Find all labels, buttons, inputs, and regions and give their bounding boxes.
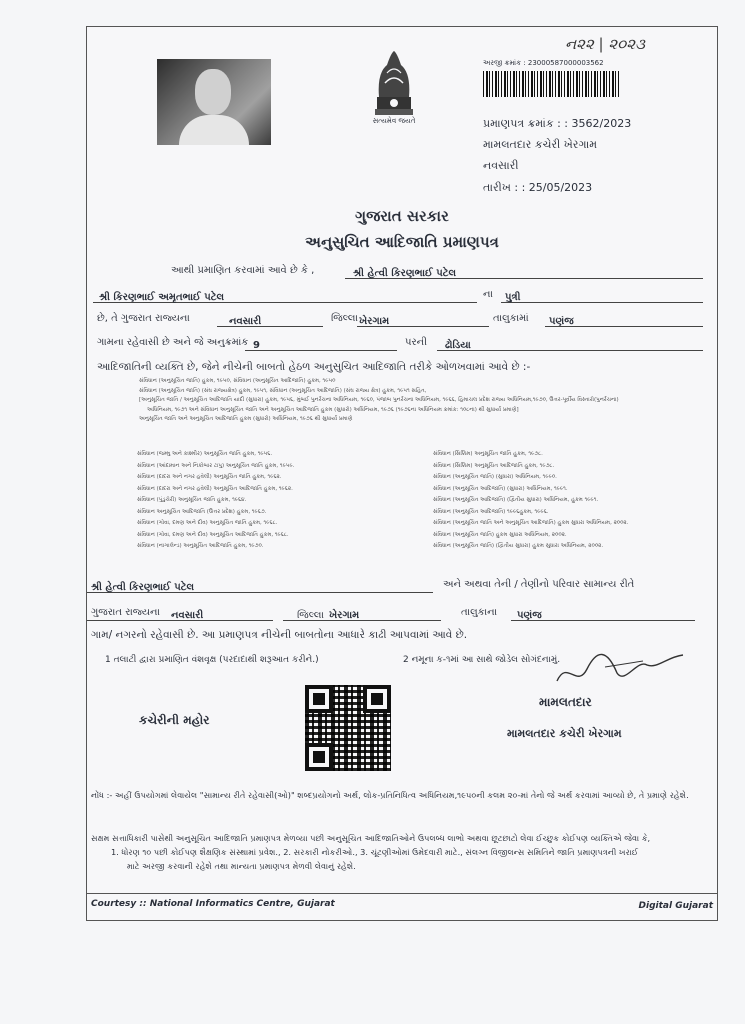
legal-order-line: અનુસૂચિત જાતિ અને અનુસૂચિત આદિજાતિ હુકમ (સુધારો) અધિનિયમ, ૧૯૭૬ થી સુધાર્યા પ્રમાણે [139,416,353,422]
emblem-motto: સત્યમેવ જયતે [372,117,416,125]
residence-text: ગામ/ નગરનો રહેવાસી છે. આ પ્રમાણપત્ર નીચેની બાબતોના આધારે કાઢી આપવામાં આવે છે. [91,629,468,641]
courtesy-text: Courtesy :: National Informatics Centre, Gujarat [91,899,335,909]
order-item: સંવિધાન (દાદરા અને નગર હવેલી) અનુસૂચિત જાતિ હુકમ, ૧૯૬૨. [137,474,282,480]
issue-date-row [483,181,592,195]
barcode [483,71,619,97]
relation-line [501,285,703,303]
order-item: સંવિધાન (ગોવા, દમણ અને દીવ) અનુસૂચિત જાતિ હુકમ, ૧૯૬૮. [137,520,278,526]
district-line [357,309,489,327]
heading-certificate: અનુસુચિત આદિજાતિ પ્રમાણપત્ર [305,233,499,251]
issue-date: : 25/05/2023 [521,181,593,194]
tribe-name: ઢોડિયા [445,340,471,351]
office-name: મામલતદાર કચેરી ખેરગામ [483,138,597,151]
person-name-line [345,261,703,279]
father-name: શ્રી કિરણભાઈ અમૃતભાઈ પટેલ [99,292,225,303]
qr-code [305,685,391,771]
issue-date-label: તારીખ : [483,181,519,194]
relation-label: ના [483,289,493,300]
city: નવસારી [229,316,262,327]
order-item: સંવિધાન (સિક્કિમ) અનુસૂચિત આદિજાતિ હુકમ, ૧૯૭૮. [433,462,555,469]
office-district: નવસારી [483,159,519,172]
state-label: છે, તે ગુજરાત રાજ્યના [97,313,190,324]
order-item: સંવિધાન (દાદરા અને નગર હવેલી) અનુસૂચિત આદિજાતિ હુકમ, ૧૯૬૨. [137,485,293,492]
family-person-name: શ્રી હેત્વી કિરણભાઈ પટેલ [91,582,195,593]
heading-government: ગુજરાત સરકાર [355,207,449,225]
order-item: સંવિધાન અનુસૂચિત આદિજાતિ (ઉત્તર પ્રદેશ) હુકમ, ૧૯૬૭. [137,508,267,515]
city-2: નવસારી [171,610,204,621]
signatory-title: મામલતદાર [539,695,592,709]
order-item: સંવિધાન (અનુસૂચિત આદિજાતિ) ૧૯૯૬હુકમ, ૧૯૯૬. [433,508,549,515]
state-label-2: ગુજરાત રાજ્યના [91,607,160,618]
basis-item-1: 1 તલાટી દ્વારા પ્રમાણિત વંશવૃક્ષ (પરદાદાથી શરૂઆત કરીને.) [105,655,319,665]
serial-number: 9 [253,340,260,351]
legal-order-line: સંવિધાન (અનુસૂચિત જાતિ) (સંઘ રાજ્યક્ષેત્ર) હુકમ, ૧૯૫૧, સંવિધાન (અનુસૂચિત આદિજાતિ) (સંઘ રાજ્ય ક્ષેત્ર) હુકમ, ૧૯૫૧ સહિત, [139,387,427,394]
family-name-line [87,575,433,593]
father-name-line [93,285,477,303]
footer-divider [87,893,717,894]
order-item: સંવિધાન (અનુસૂચિત જાતિ અને અનુસૂચિત આદિજાતિ) હુકમ સુધારા અધિનિયમ, ૨૦૦૨. [433,520,629,526]
handwritten-number: ન૨૨ | ૨૦૨૩ [565,35,646,53]
order-item: સંવિધાન (અનુસૂચિત જાતિ) (સુધારા) અધિનિયમ, ૧૯૯૦. [433,474,557,480]
tribe-label: પરની [405,337,427,348]
district-line-2 [283,603,441,621]
order-item: સંવિધાન (અનુસૂચિત આદિજાતિ) (સુધારા) અધિનિયમ, ૧૯૯૧. [433,485,568,492]
certificate-number: : 3562/2023 [564,117,632,130]
footer-list: 1. ધોરણ ૧૦ પછી કોઈપણ શૈક્ષણિક સંસ્થામાં પ્રવેશ., 2. સરકારી નોકરીઓ., 3. ચૂંટણીઓમાં ઉમેદવારી માટે., સંલગ્ન વિજીલન્સ સમિતિને જાતિ પ્રમાણપત્રની ખરાઈ [111,847,639,857]
city-line-2 [87,603,273,621]
order-item: સંવિધાન (અનુસૂચિત જાતિ) હુકમ સુધારા અધિનિયમ, ૨૦૦૨. [433,531,567,538]
legal-order-line: [અનુસૂચિત જાતિ / અનુસૂચિત આદિજાતિ યાદી (સુધારા) હુકમ, ૧૯૫૬, મુંબઈ પુનર્રચના અધિનિયમ, ૧૯૬૦, પંજાબ પુનર્રચના અધિનિયમ, ૧૯૬૬, હિમાચલ પ્રદેશ રાજ્ય અધિનિયમ,૧૯૭૦, ઉત્તર-પૂર્વીય વિસ્તારો(પુનર્રચના) [139,397,619,403]
order-item: સંવિધાન (પુંડુચેરી) અનુસૂચિત જાતિ હુકમ, ૧૯૬૪. [137,497,247,503]
signature-icon [547,639,691,693]
certificate-page [86,26,718,921]
order-item: સંવિધાન (સિક્કિમ) અનુસૂચિત જાતિ હુકમ, ૧૯૭૮. [433,451,543,457]
basis-item-2: 2 નમૂના ક-૧માં આ સાથે જોડેલ સોગંદનામું. [403,655,561,665]
order-item: સંવિધાન (ગોવા, દમણ અને દીવ) અનુસૂચિત આદિજાતિ હુકમ, ૧૯૬૮. [137,531,289,538]
footer-instructions [91,831,711,873]
footer-intro: સક્ષમ સત્તાધિકારી પાસેથી અનુસૂચિત આદિજાતિ પ્રમાણપત્ર મેળવ્યા પછી અનુસૂચિત આદિજાતિઓને ઉપલબ્ધ લાભો અથવા છૂટછાટો લેવા ઈચ્છુક કોઈપણ વ્યક્તિએ જેવા કે, [91,833,651,843]
taluka-line-2 [511,603,695,621]
tribe-statement: આદિજાતિની વ્યક્તિ છે, જેને નીચેની બાબતો હેઠળ અનુસુચિત આદિજાતિ તરીકે ઓળખવામાં આવે છે :- [97,361,531,373]
application-number: અરજી ક્રમાંક : 23000587000003562 [483,59,604,67]
serial-line [245,333,397,351]
village-label: ગામના રહેવાસી છે અને જે અનુક્રમાંક [97,337,249,348]
taluka-label-2: તાલુકાના [461,607,498,618]
order-item: સંવિધાન (અનુસૂચિત આદિજાતિ) (દ્વિતીય સુધારા) અધિનિયમ, હુકમ ૧૯૯૧. [433,497,599,503]
order-item: સંવિધાન (નાગાલેન્ડ) અનુસૂચિત આદિજાતિ હુકમ, ૧૯૭૦. [137,543,264,549]
legal-order-line: સંવિધાન (અનુસૂચિત જાતિ) હુકમ, ૧૯૫૦, સંવિધાન (અનુસૂચિત આદિજાતિ) હુકમ, ૧૯૫૦ [139,378,336,384]
order-item: સંવિધાન (જમ્મુ અને કાશ્મીર) અનુસૂચિત જાતિ હુકમ, ૧૯૫૬. [137,451,273,457]
orders-right-column [433,449,711,553]
district: ખેરગામ [359,316,390,327]
taluka-label: તાલુકામાં [493,313,529,324]
person-name: શ્રી હેત્વી કિરણભાઈ પટેલ [353,268,457,279]
certificate-number-label: પ્રમાણપત્ર ક્રમાંક : [483,117,561,130]
district-2: ખેરગામ [329,610,360,621]
order-item: સંવિધાન (અનુસૂચિત જાતિ) (દ્વિતીય સુધારા) હુકમ સુધારા અધિનિયમ, ૨૦૦૨. [433,543,604,549]
taluka-line [545,309,703,327]
usage-note: નોંધ :- અહીં ઉપયોગમાં લેવાયેલ "સામાન્ય રીતે રહેવાસી(ઓ)" શબ્દપ્રયોગનો અર્થ, લોક-પ્રતિનિધિત્વ અધિનિયમ,૧૯૫૦ની કલમ ૨૦-માં તેનો જે અર્થ કરવામાં આવ્યો છે, તે પ્રમાણે રહેશે. [91,790,689,800]
legal-orders-block [139,377,709,425]
signatory-office: મામલતદાર કચેરી ખેરગામ [507,727,622,740]
orders-left-column [137,449,397,553]
legal-order-line: અધિનિયમ, ૧૯૭૧ અને સંવિધાન અનુસૂચિત જાતિ અને અનુસૂચિત આદિજાતિ હુકમ (સુધારો) અધિનિયમ, ૧૯૭૬ (૧૯૭૬ના અધિનિયમ ક્રમાંક: ૧૦૮ના) થી સુધાર્યા પ્રમાણે] [147,406,519,413]
certify-label: આથી પ્રમાણિત કરવામાં આવે છે કે , [171,265,315,276]
district-label: જિલ્લા [331,313,358,324]
family-label: અને અથવા તેની / તેણીનો પરિવાર સામાન્ય રીતે [443,579,635,590]
footer-list-cont: માટે અરજી કરવાની રહેશે તથા માન્યતા પ્રમાણપત્ર મેળવી લેવાનું રહેશે. [127,861,356,871]
taluka: પણંજ [549,316,574,327]
district-label-2: જિલ્લા [297,610,324,621]
digital-gujarat-text: Digital Gujarat [638,901,713,911]
office-seal-label: કચેરીની મહોર [139,713,210,727]
certificate-number-row [483,117,631,131]
order-item: સંવિધાન (આંદામાન અને નિકોબાર ટાપુ) અનુસૂચિત જાતિ હુકમ, ૧૯૫૯. [137,462,295,469]
relation: પુત્રી [505,292,521,303]
tribe-line [437,333,703,351]
taluka-2: પણંજ [517,610,542,621]
applicant-photo [157,59,271,145]
city-line [217,309,323,327]
